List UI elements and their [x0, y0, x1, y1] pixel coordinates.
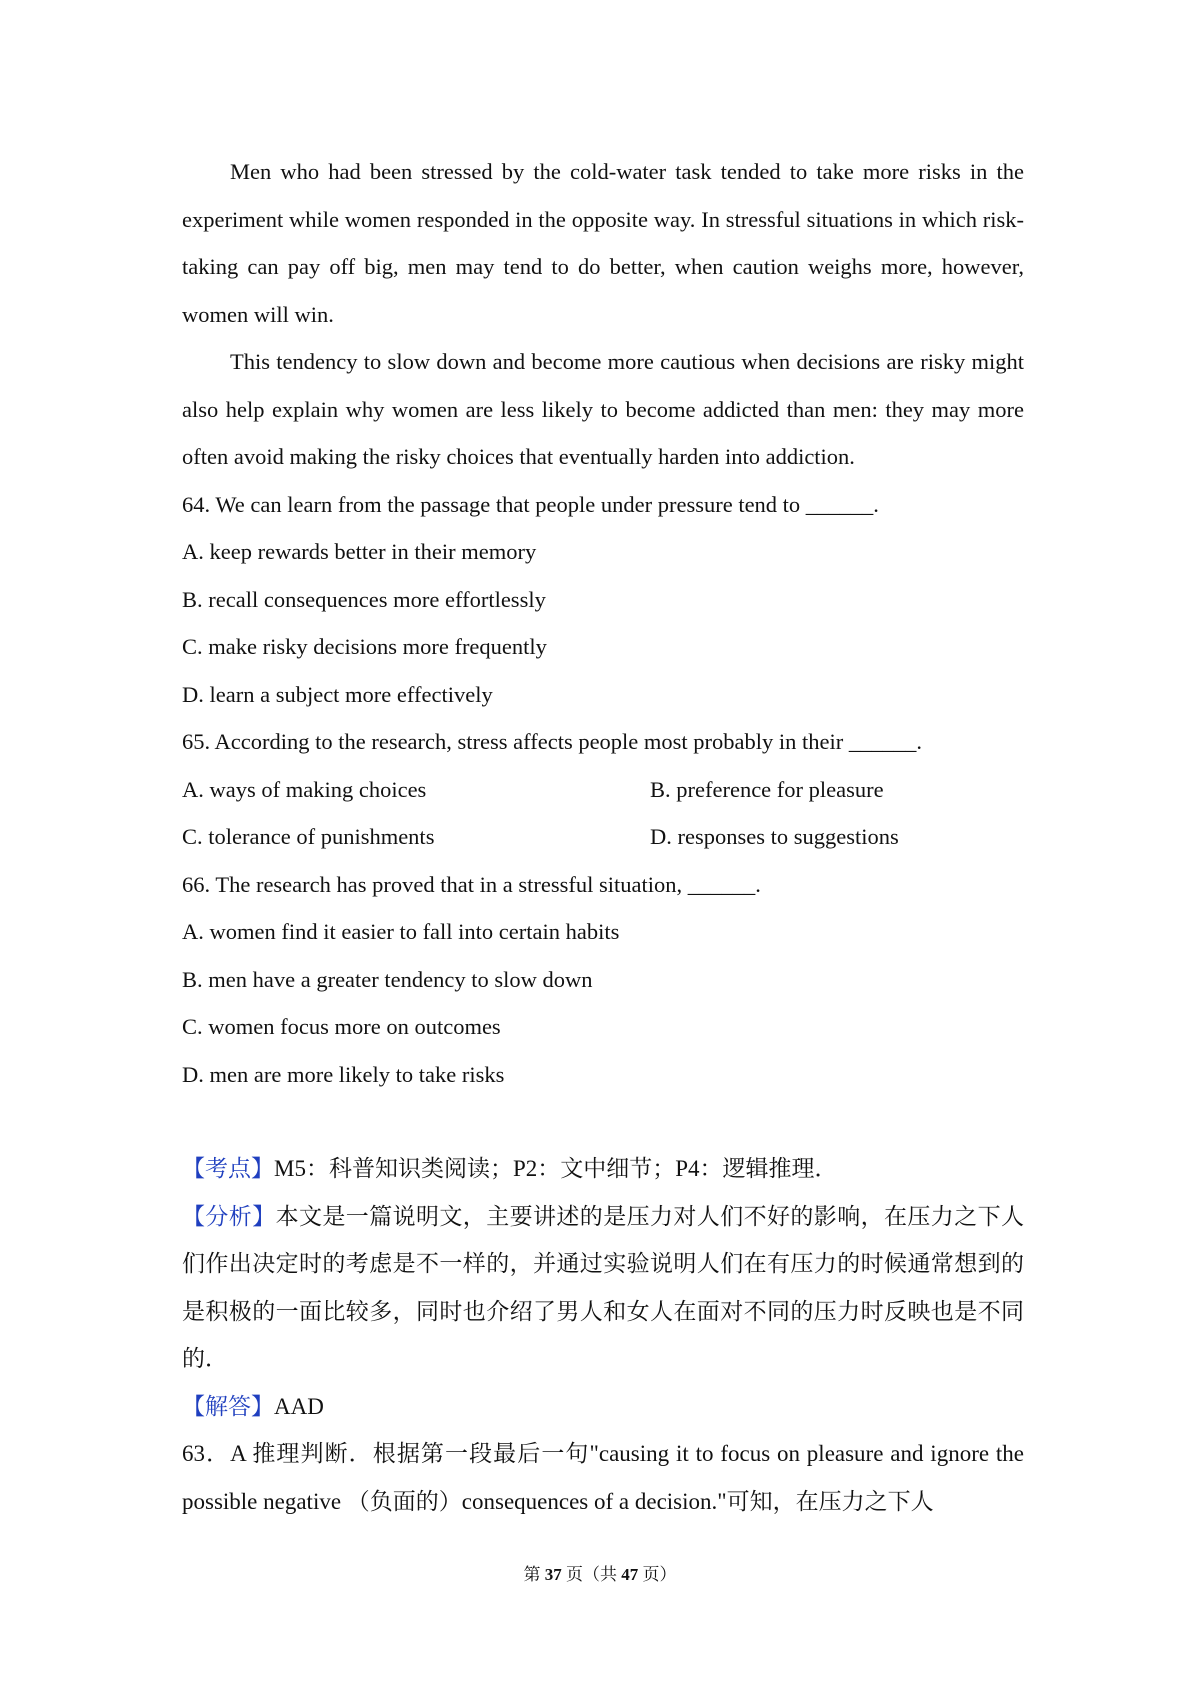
question-65-options-row-2: [182, 813, 1024, 861]
question-65-options-row-1: [182, 766, 1024, 814]
question-65-option-b: B. preference for pleasure: [650, 776, 884, 802]
question-66-option-c: C. women focus more on outcomes: [182, 1014, 501, 1039]
kaodian-tag: 【考点】: [182, 1156, 274, 1181]
answer-analysis: [182, 1145, 1024, 1525]
passage-paragraph-2: This tendency to slow down and become more cautious when decisions are risky might also help explain why women are less likely to become addicted than men: they may more often avoid making the risky choices that eventually harden into addiction.: [182, 349, 1024, 469]
question-64-option-b: B. recall consequences more effortlessly: [182, 586, 546, 612]
question-64-option-c: C. make risky decisions more frequently: [182, 634, 547, 659]
section-spacer: [182, 1098, 1024, 1145]
footer-total-pages: 47: [621, 1565, 639, 1584]
jieda-line: [182, 1383, 1024, 1431]
question-65-stem: 65. According to the research, stress affects people most probably in their ______.: [182, 729, 923, 754]
question-65-option-c: C. tolerance of punishments: [182, 824, 435, 849]
question-66-option-d: D. men are more likely to take risks: [182, 1061, 505, 1087]
question-64-option-d: D. learn a subject more effectively: [182, 681, 493, 707]
fenxi-paragraph: [182, 1193, 1024, 1383]
question-64-option-a: A. keep rewards better in their memory: [182, 539, 537, 564]
question-64-stem: 64. We can learn from the passage that people under pressure tend to ______.: [182, 491, 879, 517]
kaodian-text: M5：科普知识类阅读；P2：文中细节；P4：逻辑推理．: [274, 1156, 838, 1181]
jieda-text: AAD: [274, 1393, 324, 1419]
question-66-option-a: A. women find it easier to fall into certain habits: [182, 919, 620, 944]
footer-suffix: 页）: [638, 1565, 677, 1584]
kaodian-line: [182, 1145, 1024, 1193]
q63-explanation: 63．A 推理判断．根据第一段最后一句"causing it to focus on pleasure and ignore the possible negative （负面的）consequences of a decision."可知，在压力之下人: [182, 1441, 1024, 1514]
page-content: [182, 148, 1024, 1525]
passage-paragraph-1: Men who had been stressed by the cold-water task tended to take more risks in the experiment while women responded in the opposite way. In stressful situations in which risk-taking can pay off big, men may tend to do better, when caution weighs more, however, women will win.: [182, 159, 1024, 327]
jieda-tag: 【解答】: [182, 1393, 274, 1419]
question-66-stem: 66. The research has proved that in a stressful situation, ______.: [182, 871, 761, 897]
footer-current-page: 37: [544, 1565, 562, 1584]
question-65-option-a: A. ways of making choices: [182, 776, 427, 802]
fenxi-tag: 【分析】: [182, 1203, 276, 1229]
page-footer: [0, 1560, 1200, 1585]
question-66-option-b: B. men have a greater tendency to slow down: [182, 966, 593, 992]
question-65-option-d: D. responses to suggestions: [650, 824, 899, 849]
fenxi-text: 本文是一篇说明文，主要讲述的是压力对人们不好的影响，在压力之下人们作出决定时的考虑是不一样的，并通过实验说明人们在有压力的时候通常想到的是积极的一面比较多，同时也介绍了男人和女人在面对不同的压力时反映也是不同的．: [182, 1203, 1025, 1371]
footer-prefix: 第: [523, 1565, 545, 1584]
footer-middle: 页（共: [561, 1565, 622, 1584]
